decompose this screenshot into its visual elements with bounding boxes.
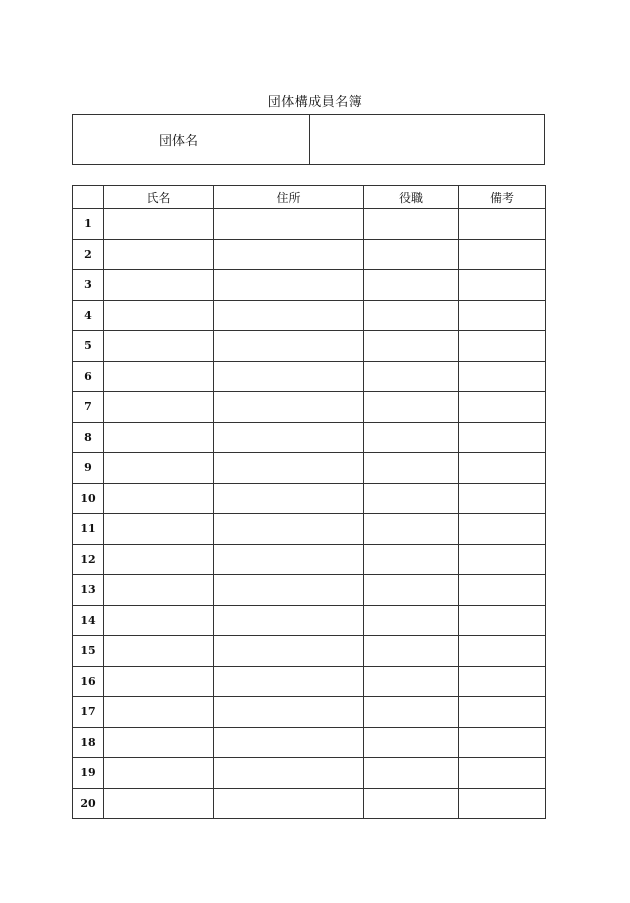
address-field[interactable] xyxy=(214,483,364,514)
row-number: 5 xyxy=(73,331,104,362)
header-number xyxy=(73,186,104,209)
remarks-field[interactable] xyxy=(459,422,546,453)
remarks-field[interactable] xyxy=(459,270,546,301)
address-field[interactable] xyxy=(214,392,364,423)
row-number: 18 xyxy=(73,727,104,758)
address-field[interactable] xyxy=(214,758,364,789)
position-field[interactable] xyxy=(364,483,459,514)
row-number: 14 xyxy=(73,605,104,636)
position-field[interactable] xyxy=(364,636,459,667)
name-field[interactable] xyxy=(104,361,214,392)
name-field[interactable] xyxy=(104,697,214,728)
remarks-field[interactable] xyxy=(459,361,546,392)
address-field[interactable] xyxy=(214,666,364,697)
remarks-field[interactable] xyxy=(459,209,546,240)
position-field[interactable] xyxy=(364,270,459,301)
table-row xyxy=(73,758,546,789)
row-number: 15 xyxy=(73,636,104,667)
organization-row xyxy=(73,115,545,165)
position-field[interactable] xyxy=(364,575,459,606)
table-row xyxy=(73,788,546,819)
header-address: 住所 xyxy=(214,186,364,209)
remarks-field[interactable] xyxy=(459,666,546,697)
position-field[interactable] xyxy=(364,514,459,545)
row-number: 19 xyxy=(73,758,104,789)
table-row xyxy=(73,636,546,667)
address-field[interactable] xyxy=(214,605,364,636)
row-number: 6 xyxy=(73,361,104,392)
remarks-field[interactable] xyxy=(459,636,546,667)
remarks-field[interactable] xyxy=(459,239,546,270)
address-field[interactable] xyxy=(214,361,364,392)
address-field[interactable] xyxy=(214,575,364,606)
table-row xyxy=(73,392,546,423)
position-field[interactable] xyxy=(364,300,459,331)
table-row xyxy=(73,697,546,728)
header-position: 役職 xyxy=(364,186,459,209)
name-field[interactable] xyxy=(104,666,214,697)
header-name: 氏名 xyxy=(104,186,214,209)
name-field[interactable] xyxy=(104,788,214,819)
remarks-field[interactable] xyxy=(459,514,546,545)
name-field[interactable] xyxy=(104,239,214,270)
position-field[interactable] xyxy=(364,666,459,697)
table-row xyxy=(73,605,546,636)
remarks-field[interactable] xyxy=(459,453,546,484)
row-number: 4 xyxy=(73,300,104,331)
remarks-field[interactable] xyxy=(459,788,546,819)
position-field[interactable] xyxy=(364,727,459,758)
address-field[interactable] xyxy=(214,788,364,819)
row-number: 10 xyxy=(73,483,104,514)
address-field[interactable] xyxy=(214,239,364,270)
row-number: 2 xyxy=(73,239,104,270)
header-remarks: 備考 xyxy=(459,186,546,209)
members-table-body xyxy=(73,209,546,819)
name-field[interactable] xyxy=(104,270,214,301)
position-field[interactable] xyxy=(364,361,459,392)
position-field[interactable] xyxy=(364,422,459,453)
name-field[interactable] xyxy=(104,300,214,331)
name-field[interactable] xyxy=(104,727,214,758)
name-field[interactable] xyxy=(104,331,214,362)
position-field[interactable] xyxy=(364,453,459,484)
address-field[interactable] xyxy=(214,270,364,301)
remarks-field[interactable] xyxy=(459,392,546,423)
address-field[interactable] xyxy=(214,422,364,453)
row-number: 16 xyxy=(73,666,104,697)
table-row xyxy=(73,575,546,606)
table-row xyxy=(73,514,546,545)
row-number: 20 xyxy=(73,788,104,819)
name-field[interactable] xyxy=(104,209,214,240)
address-field[interactable] xyxy=(214,300,364,331)
row-number: 9 xyxy=(73,453,104,484)
position-field[interactable] xyxy=(364,239,459,270)
name-field[interactable] xyxy=(104,392,214,423)
position-field[interactable] xyxy=(364,788,459,819)
remarks-field[interactable] xyxy=(459,331,546,362)
members-table xyxy=(72,185,546,819)
row-number: 13 xyxy=(73,575,104,606)
address-field[interactable] xyxy=(214,697,364,728)
address-field[interactable] xyxy=(214,514,364,545)
name-field[interactable] xyxy=(104,453,214,484)
position-field[interactable] xyxy=(364,331,459,362)
table-row xyxy=(73,727,546,758)
organization-label-cell xyxy=(73,115,310,165)
remarks-field[interactable] xyxy=(459,483,546,514)
row-number: 7 xyxy=(73,392,104,423)
remarks-field[interactable] xyxy=(459,300,546,331)
name-field[interactable] xyxy=(104,483,214,514)
table-row xyxy=(73,239,546,270)
table-row xyxy=(73,209,546,240)
table-row xyxy=(73,453,546,484)
name-field[interactable] xyxy=(104,636,214,667)
row-number: 17 xyxy=(73,697,104,728)
row-number: 8 xyxy=(73,422,104,453)
document-title: 団体構成員名簿 xyxy=(267,95,363,110)
table-row xyxy=(73,300,546,331)
position-field[interactable] xyxy=(364,605,459,636)
name-field[interactable] xyxy=(104,514,214,545)
position-field[interactable] xyxy=(364,544,459,575)
name-field[interactable] xyxy=(104,575,214,606)
remarks-field[interactable] xyxy=(459,697,546,728)
row-number: 12 xyxy=(73,544,104,575)
table-row xyxy=(73,666,546,697)
remarks-field[interactable] xyxy=(459,758,546,789)
position-field[interactable] xyxy=(364,209,459,240)
table-row xyxy=(73,483,546,514)
table-row xyxy=(73,422,546,453)
address-field[interactable] xyxy=(214,544,364,575)
table-row xyxy=(73,544,546,575)
members-header-row xyxy=(73,186,546,209)
organization-table xyxy=(72,114,545,165)
address-field[interactable] xyxy=(214,209,364,240)
table-row xyxy=(73,361,546,392)
table-row xyxy=(73,270,546,301)
address-field[interactable] xyxy=(214,453,364,484)
name-field[interactable] xyxy=(104,422,214,453)
organization-name-field[interactable] xyxy=(310,115,545,165)
position-field[interactable] xyxy=(364,392,459,423)
row-number: 1 xyxy=(73,209,104,240)
address-field[interactable] xyxy=(214,636,364,667)
row-number: 3 xyxy=(73,270,104,301)
name-field[interactable] xyxy=(104,758,214,789)
organization-label: 団体名 xyxy=(159,134,199,149)
remarks-field[interactable] xyxy=(459,575,546,606)
address-field[interactable] xyxy=(214,331,364,362)
name-field[interactable] xyxy=(104,544,214,575)
position-field[interactable] xyxy=(364,758,459,789)
address-field[interactable] xyxy=(214,727,364,758)
remarks-field[interactable] xyxy=(459,727,546,758)
row-number: 11 xyxy=(73,514,104,545)
name-field[interactable] xyxy=(104,605,214,636)
table-row xyxy=(73,331,546,362)
position-field[interactable] xyxy=(364,697,459,728)
remarks-field[interactable] xyxy=(459,544,546,575)
remarks-field[interactable] xyxy=(459,605,546,636)
